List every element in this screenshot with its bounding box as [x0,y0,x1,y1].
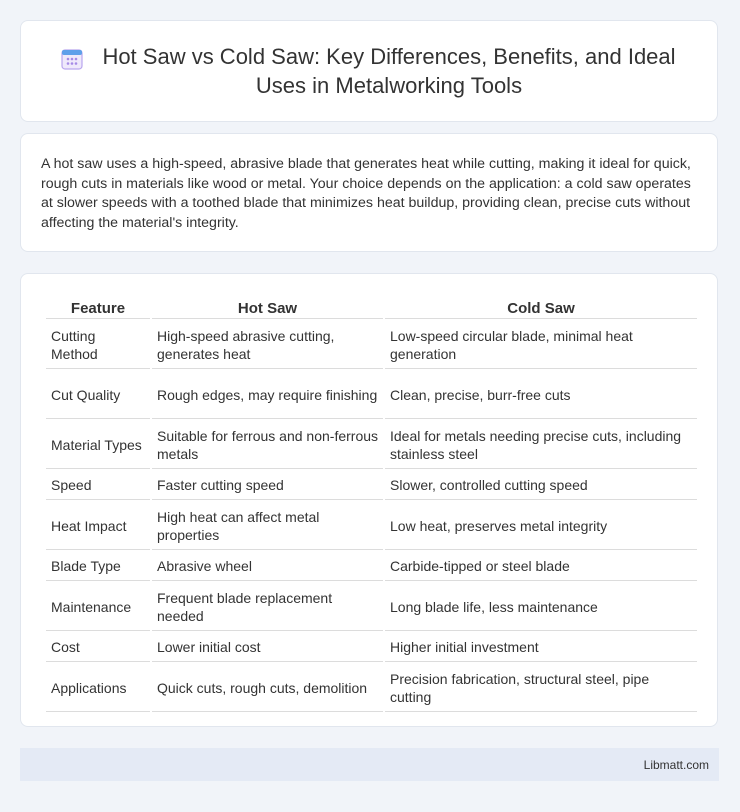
header-cold-saw: Cold Saw [385,298,697,319]
cold-saw-cell: Carbide-tipped or steel blade [385,552,697,581]
cold-saw-cell: Higher initial investment [385,633,697,662]
table-header-row [46,298,697,319]
header-feature: Feature [46,298,150,319]
table-row [46,552,697,581]
feature-cell: Cut Quality [46,371,150,419]
title-wrap [59,42,679,100]
feature-cell: Cutting Method [46,321,150,369]
footer [20,748,719,781]
table-row [46,421,697,469]
feature-cell: Material Types [46,421,150,469]
feature-cell: Speed [46,471,150,500]
table-row [46,471,697,500]
intro-card [20,133,718,252]
footer-brand[interactable]: Libmatt.com [643,757,709,772]
cold-saw-cell: Clean, precise, burr-free cuts [385,371,697,419]
hot-saw-cell: Lower initial cost [152,633,383,662]
table-row [46,502,697,550]
cold-saw-cell: Low-speed circular blade, minimal heat generation [385,321,697,369]
title-card [20,20,718,122]
hot-saw-cell: Quick cuts, rough cuts, demolition [152,664,383,712]
hot-saw-cell: Suitable for ferrous and non-ferrous metals [152,421,383,469]
cold-saw-cell: Long blade life, less maintenance [385,583,697,631]
feature-cell: Applications [46,664,150,712]
comparison-table [44,296,699,714]
hot-saw-cell: Frequent blade replacement needed [152,583,383,631]
table-row [46,583,697,631]
hot-saw-cell: Abrasive wheel [152,552,383,581]
cold-saw-cell: Low heat, preserves metal integrity [385,502,697,550]
hot-saw-cell: High heat can affect metal properties [152,502,383,550]
feature-cell: Heat Impact [46,502,150,550]
cold-saw-cell: Ideal for metals needing precise cuts, including stainless steel [385,421,697,469]
page-title: Hot Saw vs Cold Saw: Key Differences, Benefits, and Ideal Uses in Metalworking Tools [102,44,676,98]
hot-saw-cell: Rough edges, may require finishing [152,371,383,419]
table-row [46,321,697,369]
comparison-card [20,273,718,727]
calendar-icon [59,46,85,72]
hot-saw-cell: High-speed abrasive cutting, generates heat [152,321,383,369]
table-row [46,633,697,662]
cold-saw-cell: Precision fabrication, structural steel, pipe cutting [385,664,697,712]
intro-paragraph: A hot saw uses a high-speed, abrasive blade that generates heat while cutting, making it ideal for quick, rough cuts in materials like wood or metal. Your choice depends on the application: a cold saw operates at slower speeds with a toothed blade that minimizes heat buildup, providing clean, precise cuts without affecting the material's integrity. [41,156,691,231]
feature-cell: Cost [46,633,150,662]
table-row [46,371,697,419]
feature-cell: Maintenance [46,583,150,631]
hot-saw-cell: Faster cutting speed [152,471,383,500]
feature-cell: Blade Type [46,552,150,581]
cold-saw-cell: Slower, controlled cutting speed [385,471,697,500]
header-hot-saw: Hot Saw [152,298,383,319]
table-row [46,664,697,712]
